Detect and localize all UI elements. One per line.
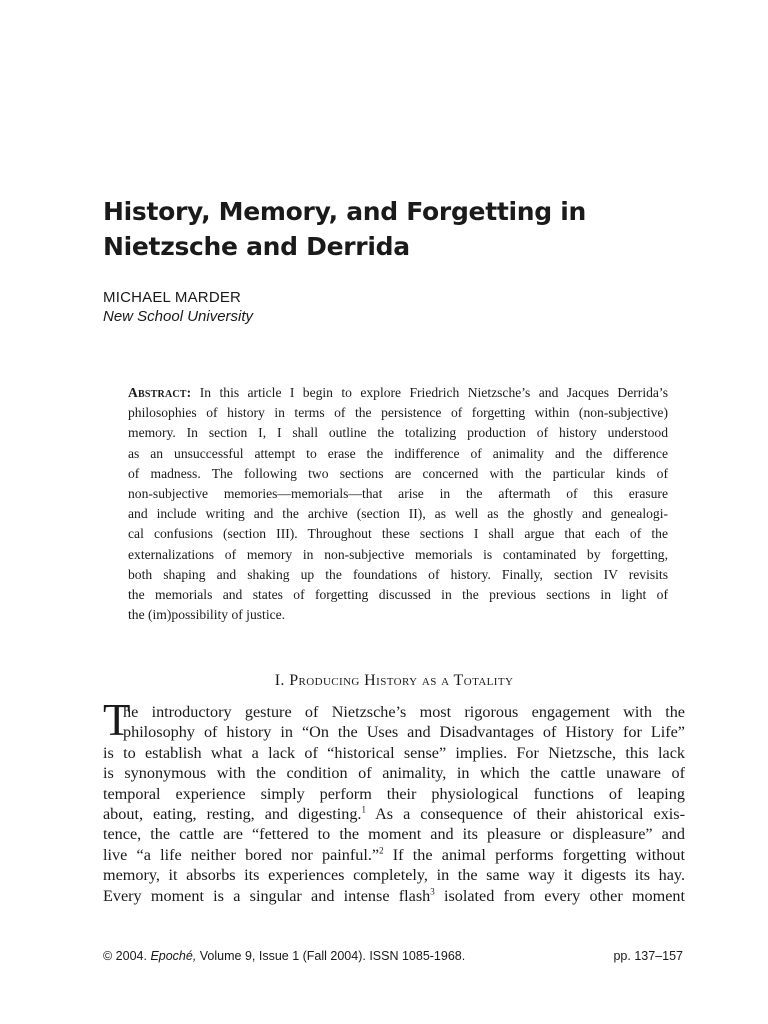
body-text-run: isolated from every other moment [434, 886, 685, 905]
abstract-line: the memorials and states of forgetting discussed in the previous sections in light of [128, 587, 668, 603]
body-text [103, 702, 685, 906]
abstract-line [128, 383, 668, 403]
citation-details: Volume 9, Issue 1 (Fall 2004). ISSN 1085-1968. [196, 949, 466, 963]
title-line-1: History, Memory, and Forgetting in [103, 197, 587, 226]
author-affiliation: New School University [103, 308, 254, 325]
body-line: temporal experience simply perform their physiological functions of leaping [103, 784, 685, 803]
body-line: is to establish what a lack of “historical sense” implies. For Nietzsche, this lack [103, 743, 685, 762]
abstract-line: both shaping and shaking up the foundations of history. Finally, section IV revisits [128, 566, 668, 582]
abstract-line: non-subjective memories—memorials—that arise in the aftermath of this erasure [128, 486, 668, 502]
body-line [103, 886, 685, 906]
citation-prefix: © 2004. [103, 949, 151, 963]
body-line: is synonymous with the condition of animality, in which the cattle unaware of [103, 764, 685, 783]
body-line: philosophy of history in “On the Uses and Disadvantages of History for Life” [123, 723, 685, 742]
body-text-run: As a consequence of their ahistorical exis- [365, 805, 685, 824]
abstract-label: Abstract: [128, 385, 192, 400]
citation [103, 948, 465, 964]
abstract-line: philosophies of history in terms of the persistence of forgetting within (non-subjective) [128, 405, 668, 421]
body-line: tence, the cattle are “fettered to the moment and its pleasure or displeasure” and [103, 825, 685, 844]
body-text-run: about, eating, resting, and digesting. [103, 805, 362, 824]
abstract-line: of madness. The following two sections are concerned with the particular kinds of [128, 465, 668, 481]
footnote-ref-3[interactable]: 3 [430, 886, 435, 897]
body-line [103, 804, 685, 824]
body-text-run: Every moment is a singular and intense flash [103, 886, 431, 905]
body-line: he introductory gesture of Nietzsche’s most rigorous engagement with the [123, 703, 685, 721]
footnote-ref-2[interactable]: 2 [379, 845, 384, 856]
page-range: pp. 137–157 [613, 949, 683, 963]
body-line [103, 845, 685, 865]
journal-name: Epoché, [150, 949, 197, 963]
title-line-2: Nietzsche and Derrida [103, 232, 410, 261]
abstract-line: externalizations of memory in non-subjective memorials is contaminated by forgetting, [128, 546, 668, 562]
article-title [103, 194, 703, 264]
abstract-line: the (im)possibility of justice. [128, 607, 286, 623]
body-line: memory, it absorbs its experiences completely, in the same way it digests its hay. [103, 866, 685, 885]
author-name: MICHAEL MARDER [103, 289, 242, 306]
abstract-line: cal confusions (section III). Throughout these sections I shall argue that each of the [128, 526, 668, 542]
body-text-run: If the animal performs forgetting without [383, 845, 685, 864]
section-heading: I. Producing History as a Totality [274, 672, 514, 689]
abstract-line: and include writing and the archive (section II), as well as the ghostly and genealogi- [128, 506, 668, 522]
abstract-line: as an unsuccessful attempt to erase the indifference of animality and the difference [128, 445, 668, 461]
abstract-text: In this article I begin to explore Friedrich Nietzsche’s and Jacques Derrida’s [199, 385, 668, 400]
abstract-line: memory. In section I, I shall outline the totalizing production of history understood [128, 425, 668, 441]
drop-cap: T [103, 695, 131, 745]
footnote-ref-1[interactable]: 1 [361, 804, 366, 815]
body-text-run: live “a life neither bored nor painful.” [103, 845, 380, 864]
abstract [128, 383, 668, 625]
